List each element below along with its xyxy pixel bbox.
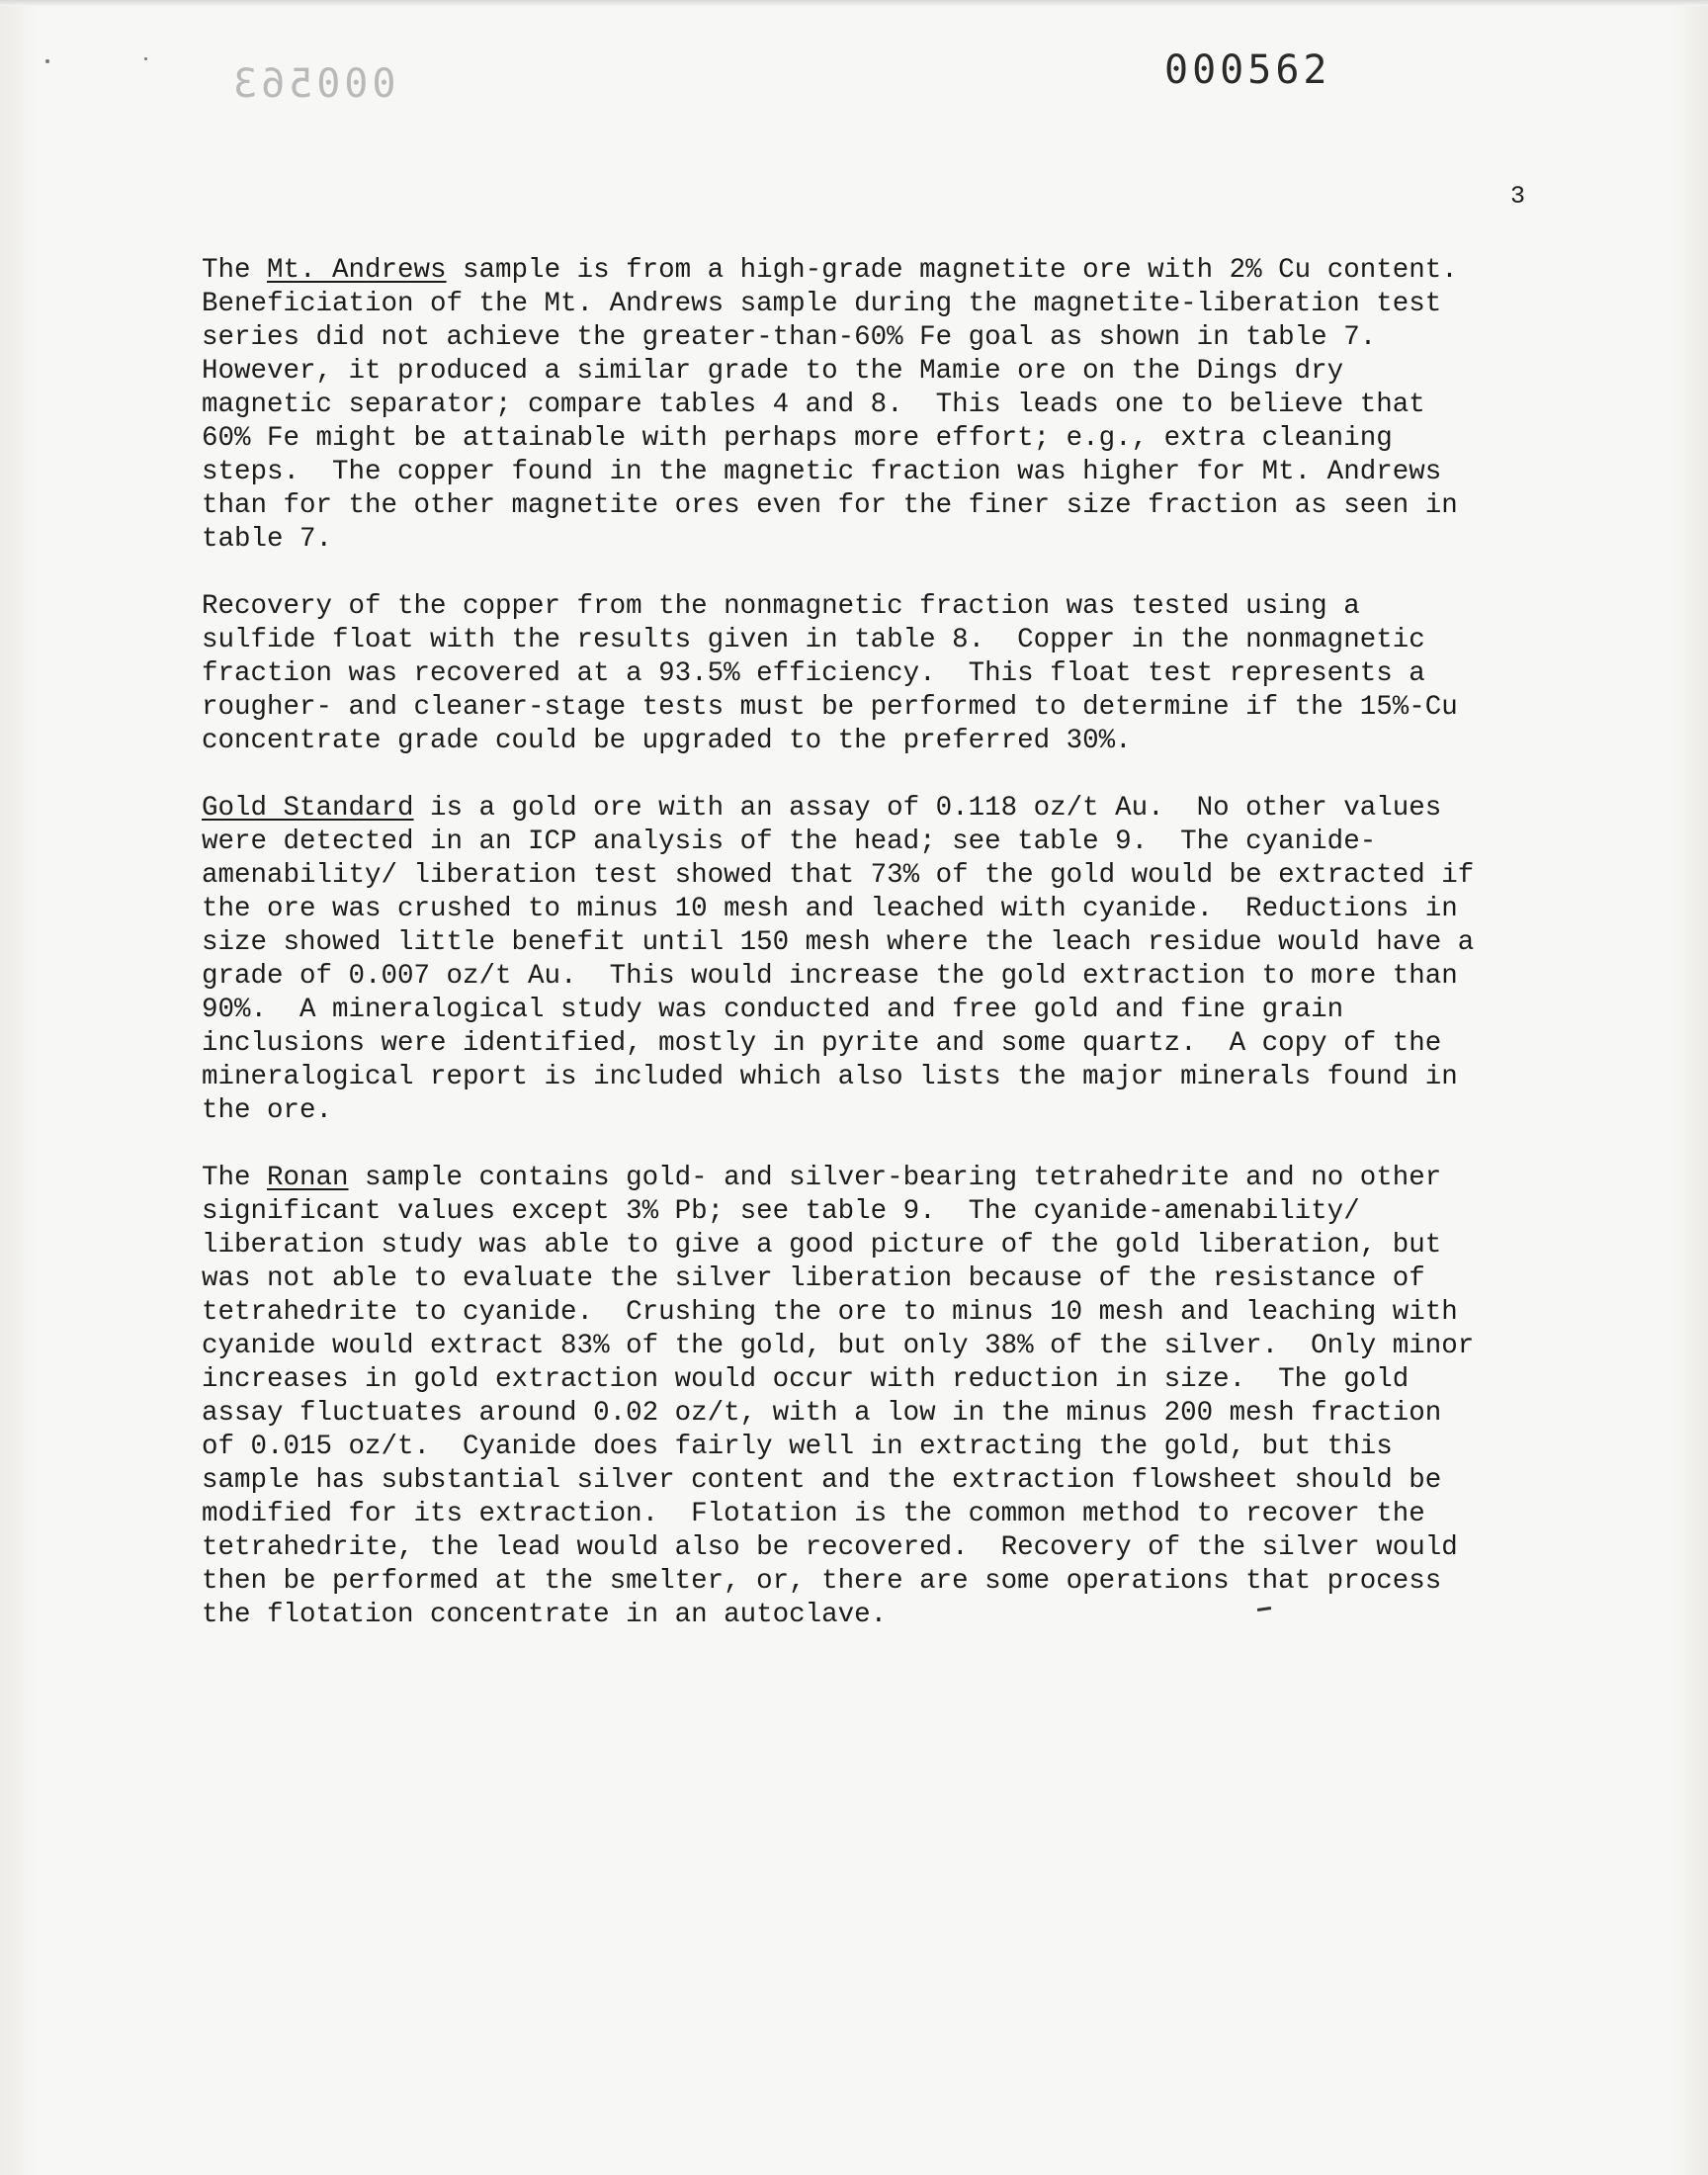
text-line: the ore. <box>202 1095 333 1126</box>
scan-top-edge <box>0 0 1708 6</box>
text-line: size showed little benefit until 150 mesh where the leach residue would have a <box>202 927 1475 958</box>
text-line: concentrate grade could be upgraded to the preferred 30%. <box>202 726 1132 756</box>
text-line: were detected in an ICP analysis of the head; see table 9. The cyanide- <box>202 826 1377 857</box>
text-line: modified for its extraction. Flotation is the common method to recover the <box>202 1499 1425 1529</box>
text-line: tetrahedrite to cyanide. Crushing the ore to minus 10 mesh and leaching with <box>202 1297 1458 1328</box>
text-line: the flotation concentrate in an autoclave. <box>202 1600 888 1630</box>
text-segment: sample is from a high-grade magnetite ore with 2% Cu content. <box>446 255 1458 286</box>
text-line: 60% Fe might be attainable with perhaps more effort; e.g., extra cleaning <box>202 423 1393 454</box>
text-line: cyanide would extract 83% of the gold, but only 38% of the silver. Only minor <box>202 1331 1475 1361</box>
text-line: assay fluctuates around 0.02 oz/t, with a low in the minus 200 mesh fraction <box>202 1398 1442 1429</box>
text-line: rougher- and cleaner-stage tests must be performed to determine if the 15%-Cu <box>202 692 1458 723</box>
text-line: amenability/ liberation test showed that 73% of the gold would be extracted if <box>202 860 1475 891</box>
text-line <box>202 254 1566 288</box>
text-line: liberation study was able to give a good picture of the gold liberation, but <box>202 1230 1442 1261</box>
scan-speck <box>144 57 147 60</box>
bates-stamp: 000562 <box>1164 47 1331 93</box>
page-number: 3 <box>1510 182 1526 211</box>
text-line: magnetic separator; compare tables 4 and 8. This leads one to believe that <box>202 390 1425 420</box>
text-line: sulfide float with the results given in table 8. Copper in the nonmagnetic <box>202 625 1425 655</box>
text-line: inclusions were identified, mostly in pyrite and some quartz. A copy of the <box>202 1028 1442 1059</box>
scan-speck <box>45 59 49 63</box>
text-segment: is a gold ore with an assay of 0.118 oz/t Au. No other values <box>413 793 1442 824</box>
text-line: of 0.015 oz/t. Cyanide does fairly well in extracting the gold, but this <box>202 1432 1393 1462</box>
text-line: the ore was crushed to minus 10 mesh and leached with cyanide. Reductions in <box>202 894 1458 924</box>
text-segment: The <box>202 255 268 286</box>
text-line: then be performed at the smelter, or, there are some operations that process <box>202 1566 1442 1597</box>
paragraph-gold-standard <box>202 792 1566 1128</box>
text-line: mineralogical report is included which also lists the major minerals found in <box>202 1062 1458 1092</box>
text-line: significant values except 3% Pb; see table 9. The cyanide-amenability/ <box>202 1196 1360 1227</box>
text-line: tetrahedrite, the lead would also be recovered. Recovery of the silver would <box>202 1532 1458 1563</box>
paragraph-mt-andrews <box>202 254 1566 557</box>
text-line: increases in gold extraction would occur with reduction in size. The gold <box>202 1364 1409 1395</box>
text-line: Beneficiation of the Mt. Andrews sample during the magnetite-liberation test <box>202 289 1442 319</box>
text-line: was not able to evaluate the silver liberation because of the resistance of <box>202 1263 1425 1294</box>
text-line: than for the other magnetite ores even for the finer size fraction as seen in <box>202 490 1458 521</box>
text-line: fraction was recovered at a 93.5% efficiency. This float test represents a <box>202 658 1425 689</box>
body-text <box>202 254 1566 1666</box>
paragraph-ronan <box>202 1162 1566 1632</box>
text-line <box>202 1162 1566 1195</box>
bates-stamp-bleedthrough: 000563 <box>229 61 396 107</box>
text-segment: The <box>202 1163 268 1193</box>
paragraph-copper-recovery <box>202 590 1566 758</box>
text-line: series did not achieve the greater-than-60% Fe goal as shown in table 7. <box>202 322 1377 353</box>
text-line: However, it produced a similar grade to the Mamie ore on the Dings dry <box>202 356 1344 387</box>
underlined-sample-name: Mt. Andrews <box>267 255 447 286</box>
text-line: Recovery of the copper from the nonmagnetic fraction was tested using a <box>202 591 1360 622</box>
text-line: steps. The copper found in the magnetic fraction was higher for Mt. Andrews <box>202 457 1442 487</box>
text-line: sample has substantial silver content and the extraction flowsheet should be <box>202 1465 1442 1496</box>
underlined-sample-name: Ronan <box>267 1163 349 1193</box>
underlined-sample-name: Gold Standard <box>202 793 414 824</box>
text-segment: sample contains gold- and silver-bearing tetrahedrite and no other <box>348 1163 1442 1193</box>
text-line: table 7. <box>202 524 333 555</box>
text-line <box>202 792 1566 826</box>
text-line: 90%. A mineralogical study was conducted and free gold and fine grain <box>202 995 1344 1025</box>
text-line: grade of 0.007 oz/t Au. This would increase the gold extraction to more than <box>202 961 1458 992</box>
